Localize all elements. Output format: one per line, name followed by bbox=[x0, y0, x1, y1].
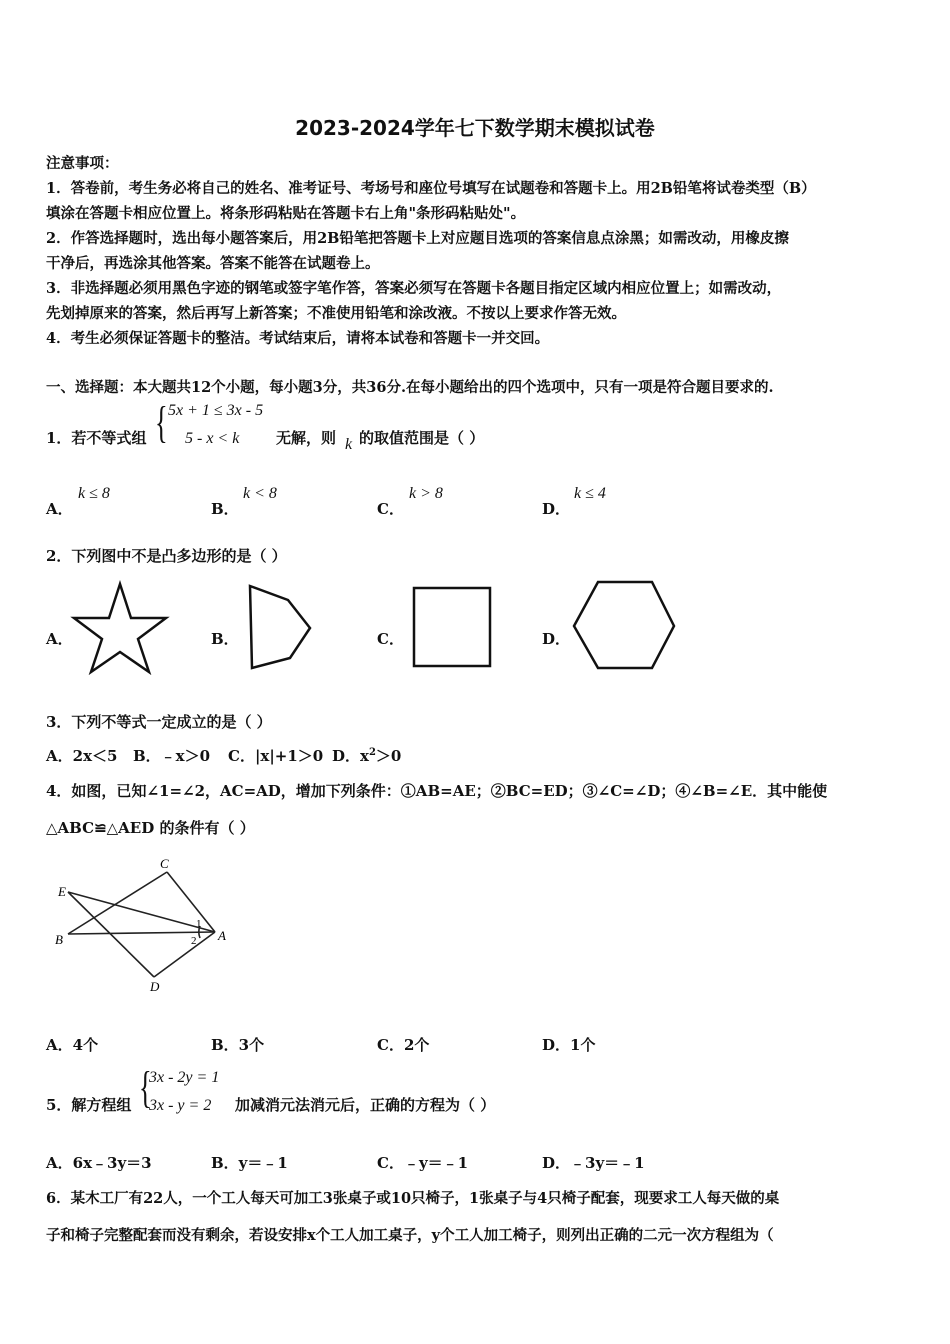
q3-option-a: A．2x＜5 bbox=[46, 747, 118, 765]
q5-eq2: 3x - y = 2 bbox=[149, 1097, 212, 1114]
q1-option-a-expr: k ≤ 8 bbox=[78, 485, 110, 502]
notice-line: 先划掉原来的答案，然后再写上新答案；不准使用铅笔和涂改液。不按以上要求作答无效。 bbox=[46, 305, 626, 322]
q1-prefix: 1．若不等式组 bbox=[46, 429, 147, 447]
notice-line: 2．作答选择题时，选出每小题答案后，用2B铅笔把答题卡上对应题目选项的答案信息点涂黑；如需改动，用橡皮擦 bbox=[46, 230, 789, 247]
q4-option-c: C．2个 bbox=[377, 1036, 430, 1054]
q2-label-c: C． bbox=[377, 630, 404, 648]
label-a: A bbox=[218, 928, 226, 943]
q3-option-d-base: D．x bbox=[332, 747, 369, 765]
hexagon-figure bbox=[568, 578, 680, 674]
q6-stem-line2: 子和椅子完整配套而没有剩余，若设安排x个工人加工桌子，y个工人加工椅子，则列出正确的二元一次方程组为（ bbox=[46, 1227, 774, 1244]
notice-line: 1．答卷前，考生务必将自己的姓名、准考证号、考场号和座位号填写在试题卷和答题卡上。用2B铅笔将试卷类型（B） bbox=[46, 180, 816, 197]
angle-1-label: 1 bbox=[196, 918, 202, 930]
q4-option-d: D．1个 bbox=[542, 1036, 596, 1054]
notice-heading: 注意事项： bbox=[46, 155, 119, 172]
notice-line: 4．考生必须保证答题卡的整洁。考试结束后，请将本试卷和答题卡一并交回。 bbox=[46, 330, 550, 347]
q1-suffix-a: 无解，则 bbox=[276, 429, 337, 447]
notice-line: 3．非选择题必须用黑色字迹的钢笔或签字笔作答，答案必须写在答题卡各题目指定区域内相应位置上；如需改动， bbox=[46, 280, 782, 297]
triangle-figure bbox=[50, 852, 240, 997]
q5-eq1: 3x - 2y = 1 bbox=[149, 1069, 220, 1086]
star-figure bbox=[70, 580, 170, 675]
q3-option-b: B．﹣x＞0 bbox=[133, 747, 211, 765]
q2-label-d: D． bbox=[542, 630, 571, 648]
q1-eq1: 5x + 1 ≤ 3x - 5 bbox=[168, 402, 264, 419]
q3-option-c: C．|x|+1＞0 bbox=[228, 747, 324, 765]
q1-option-a-label: A． bbox=[46, 500, 73, 518]
q1-suffix-b: 的取值范围是（ ） bbox=[359, 429, 485, 447]
square-figure bbox=[408, 582, 498, 672]
q1-var: k bbox=[345, 436, 353, 453]
q1-option-c-expr: k > 8 bbox=[409, 485, 443, 502]
notice-line: 干净后，再选涂其他答案。答案不能答在试题卷上。 bbox=[46, 255, 380, 272]
q1-eq2: 5 - x < k bbox=[185, 430, 240, 447]
q5-option-d: D．﹣3y＝﹣1 bbox=[542, 1154, 645, 1172]
page-title: 2023-2024学年七下数学期末模拟试卷 bbox=[295, 116, 655, 140]
q5-brace: { bbox=[139, 1063, 152, 1112]
q5-option-b: B．y＝﹣1 bbox=[211, 1154, 288, 1172]
q2-label-a: A． bbox=[46, 630, 73, 648]
q3-option-d bbox=[332, 745, 401, 766]
q2-label-b: B． bbox=[211, 630, 239, 648]
q3-stem: 3．下列不等式一定成立的是（ ） bbox=[46, 713, 272, 731]
q1-option-d-expr: k ≤ 4 bbox=[574, 485, 606, 502]
q5-suffix: 加减消元法消元后，正确的方程为（ ） bbox=[235, 1096, 496, 1114]
q3-option-d-exp: 2 bbox=[368, 747, 376, 758]
notice-line: 填涂在答题卡相应位置上。将条形码粘贴在答题卡右上角"条形码粘贴处"。 bbox=[46, 205, 526, 222]
q2-stem: 2．下列图中不是凸多边形的是（ ） bbox=[46, 547, 287, 565]
q6-stem-line1: 6．某木工厂有22人，一个工人每天可加工3张桌子或10只椅子，1张桌子与4只椅子配套，现要求工人每天做的桌 bbox=[46, 1190, 780, 1207]
label-b: B bbox=[55, 932, 63, 947]
q5-option-a: A．6x﹣3y＝3 bbox=[46, 1154, 152, 1172]
q5-option-c: C．﹣y＝﹣1 bbox=[377, 1154, 469, 1172]
pentagon-figure bbox=[240, 580, 320, 675]
q1-option-b-expr: k < 8 bbox=[243, 485, 277, 502]
q1-option-c-label: C． bbox=[377, 500, 404, 518]
q4-option-b: B．3个 bbox=[211, 1036, 265, 1054]
label-d: D bbox=[150, 979, 160, 994]
q1-option-d-label: D． bbox=[542, 500, 571, 518]
q4-option-a: A．4个 bbox=[46, 1036, 99, 1054]
q4-stem-line1: 4．如图，已知∠1=∠2，AC=AD，增加下列条件：①AB=AE；②BC=ED；③∠C=∠D；④∠B=∠E．其中能使 bbox=[46, 782, 828, 800]
label-c: C bbox=[160, 856, 169, 871]
q1-brace: { bbox=[155, 398, 168, 447]
angle-2-label: 2 bbox=[191, 935, 197, 947]
q3-option-d-rel: ＞0 bbox=[375, 747, 402, 765]
q5-prefix: 5．解方程组 bbox=[46, 1096, 132, 1114]
q1-option-b-label: B． bbox=[211, 500, 239, 518]
label-e: E bbox=[58, 884, 66, 899]
q4-stem-line2: △ABC≌△AED 的条件有（ ） bbox=[46, 819, 255, 837]
section-heading: 一、选择题：本大题共12个小题，每小题3分，共36分.在每小题给出的四个选项中，只有一项是符合题目要求的. bbox=[46, 379, 774, 396]
